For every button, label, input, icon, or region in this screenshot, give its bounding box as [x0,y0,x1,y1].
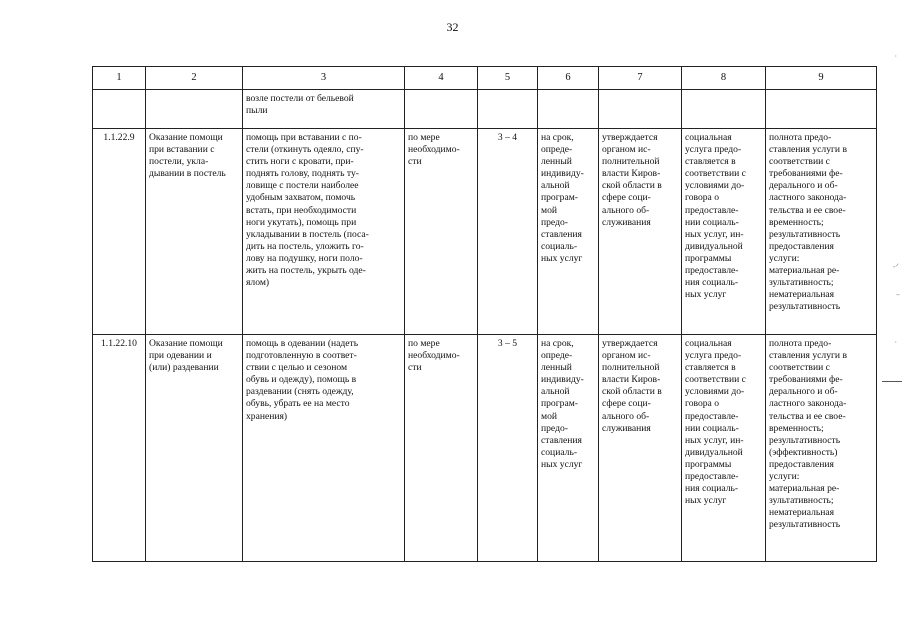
empty-cell [538,90,599,129]
units-cell: 3 – 4 [478,129,538,335]
header-row [93,67,877,90]
quality-cell: полнота предо- ставления услуги в соответствии с требованиями фе- дерального и об- ластного законода- тельства и ее свое- временность; результативность (эффективность) предоставления услуги: материальная ре- зультативность; нематериальная результативность [766,335,877,562]
header-cell-2: 2 [146,67,243,90]
service-code-cell: 1.1.22.9 [93,129,146,335]
services-table [92,66,877,562]
empty-cell [599,90,682,129]
service-name-cell: Оказание помощи при одевании и (или) раздевании [146,335,243,562]
service-content-cell: помощь при вставании с по- стели (откинуть одеяло, спу- стить ноги с кровати, при- поднять голову, поднять ту- ловище с постели наиболее удобным захватом, помочь встать, при необходимости ноги укутать), помощь при укладывании в постель (поса- дить на постель, уложить го- лову на подушку, ноги поло- жить на постель, укрыть оде- ялом) [243,129,405,335]
empty-cell [405,90,478,129]
service-content-cell: помощь в одевании (надеть подготовленную в соответ- ствии с целью и сезоном обувь и одежду), помощь в раздевании (снять одежду, обувь, убрать ее на место хранения) [243,335,405,562]
scan-mark: -ᐟ [892,262,899,271]
conditions-cell: социальная услуга предо- ставляется в соответствии с условиями до- говора о предоставле- нии социаль- ных услуг, ин- дивидуальной программы предоставле- ния социаль- ных услуг [682,335,766,562]
empty-cell [93,90,146,129]
header-cell-5: 5 [478,67,538,90]
header-cell-6: 6 [538,67,599,90]
service-code-cell: 1.1.22.10 [93,335,146,562]
page-number: 32 [446,20,459,34]
header-cell-4: 4 [405,67,478,90]
header-cell-3: 3 [243,67,405,90]
continuation-content-cell: возле постели от бельевой пыли [243,90,405,129]
table-row [93,335,877,562]
quality-cell: полнота предо- ставления услуги в соответствии с требованиями фе- дерального и об- ластного законода- тельства и ее свое- временность; результативность предоставления услуги: материальная ре- зультативность; нематериальная результативность [766,129,877,335]
term-cell: на срок, опреде- ленный индивиду- альной програм- мой предо- ставления социаль- ных услуг [538,335,599,562]
continuation-row [93,90,877,129]
empty-cell [146,90,243,129]
scan-mark: · [894,338,897,347]
scan-mark: · [894,52,897,61]
header-cell-9: 9 [766,67,877,90]
service-name-cell: Оказание помощи при вставании с постели, укла- дывании в постель [146,129,243,335]
table-row [93,129,877,335]
cost-cell: утверждается органом ис- полнительной власти Киров- ской области в сфере соци- ального об- служивания [599,335,682,562]
header-cell-7: 7 [599,67,682,90]
header-cell-1: 1 [93,67,146,90]
empty-cell [682,90,766,129]
cost-cell: утверждается органом ис- полнительной власти Киров- ской области в сфере соци- ального об- служивания [599,129,682,335]
term-cell: на срок, опреде- ленный индивиду- альной програм- мой предо- ставления социаль- ных услуг [538,129,599,335]
header-cell-8: 8 [682,67,766,90]
scan-mark: – [896,290,900,299]
empty-cell [766,90,877,129]
conditions-cell: социальная услуга предо- ставляется в соответствии с условиями до- говора о предоставле- нии социаль- ных услуг, ин- дивидуальной программы предоставле- ния социаль- ных услуг [682,129,766,335]
units-cell: 3 – 5 [478,335,538,562]
scan-edge-line [882,381,902,382]
frequency-cell: по мере необходимо- сти [405,129,478,335]
frequency-cell: по мере необходимо- сти [405,335,478,562]
empty-cell [478,90,538,129]
